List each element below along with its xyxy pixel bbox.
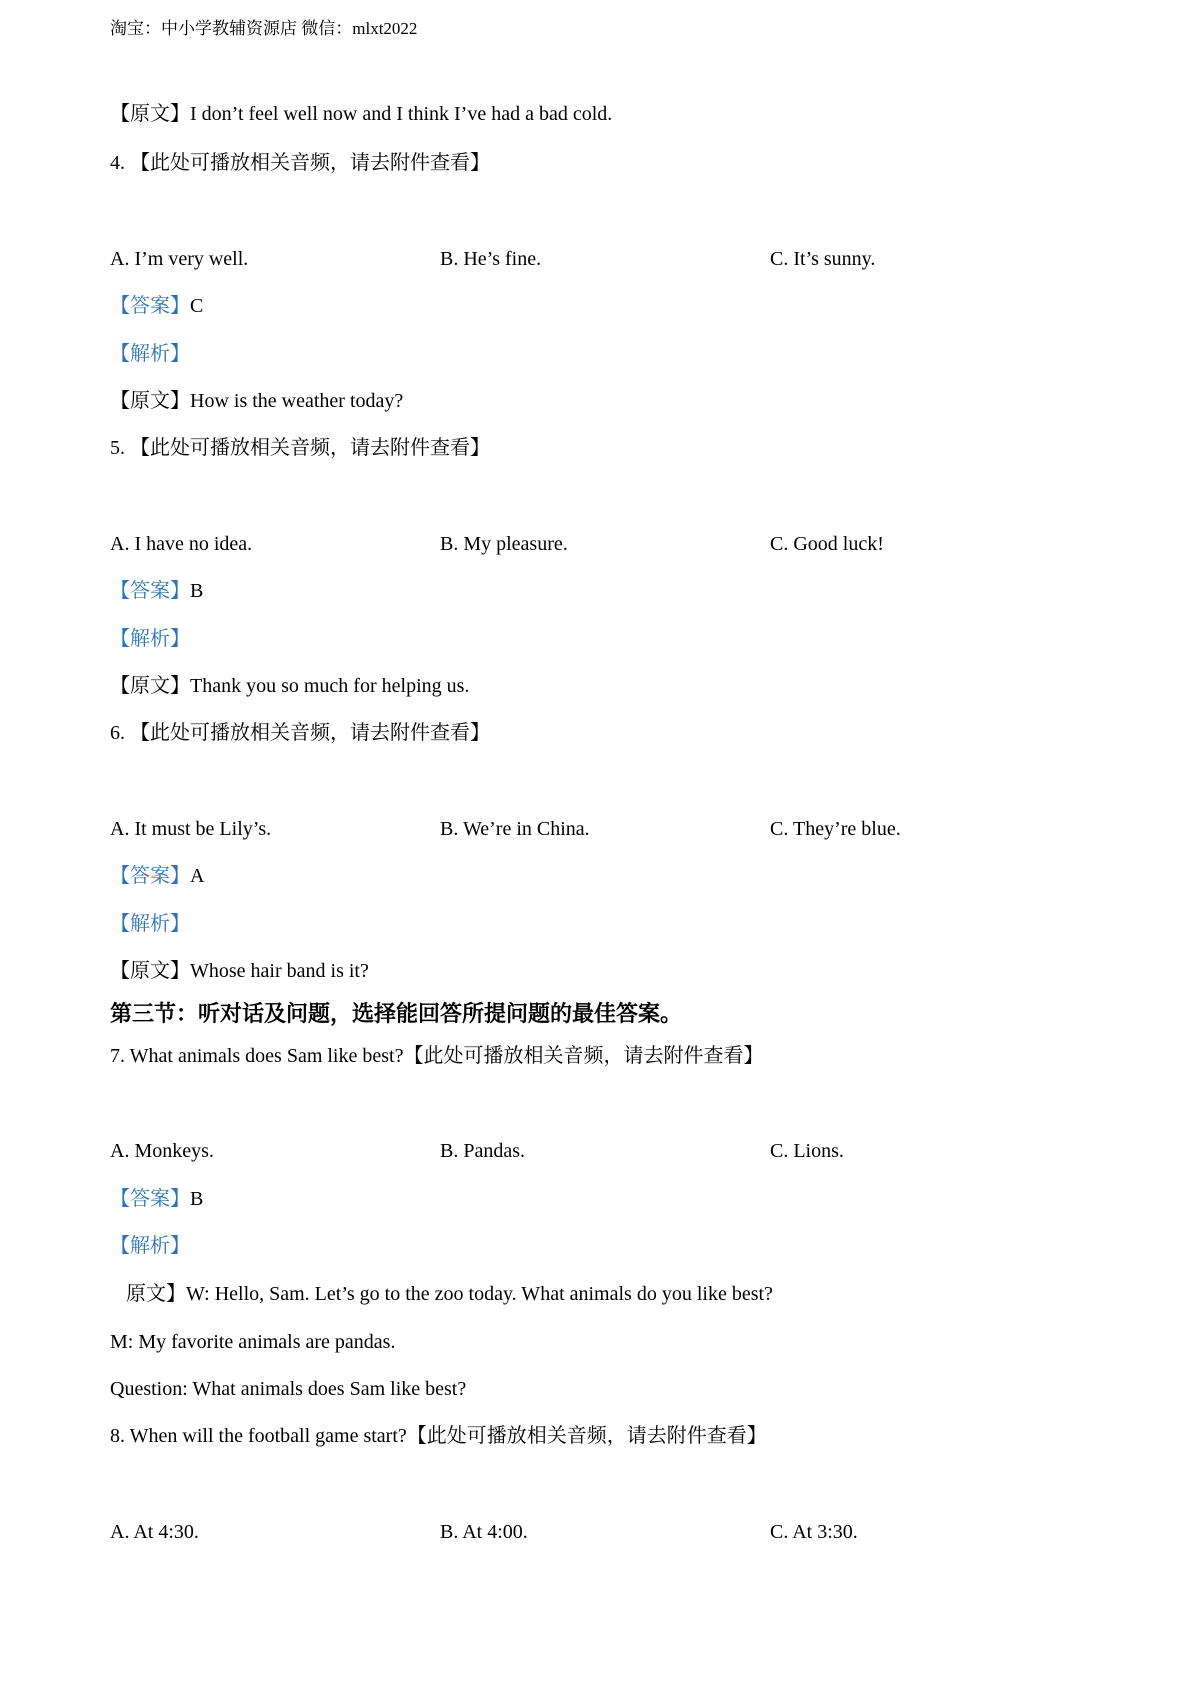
q8-title: 8. When will the football game start?【此处可播放相关音频，请去附件查看】 xyxy=(110,1425,767,1447)
q6-option-c: C. They’re blue. xyxy=(770,818,901,840)
q7-answer xyxy=(110,1185,203,1213)
answer-value: B xyxy=(190,1188,204,1210)
q7-option-a: A. Monkeys. xyxy=(110,1140,214,1162)
q7-original-line-3: Question: What animals does Sam like best? xyxy=(110,1378,467,1400)
answer-value: A xyxy=(190,865,205,887)
q7-title: 7. What animals does Sam like best?【此处可播放相关音频，请去附件查看】 xyxy=(110,1045,764,1067)
q7-original-line-1: 原文】W: Hello, Sam. Let’s go to the zoo today. What animals do you like best? xyxy=(126,1283,773,1305)
q6-title: 6. 【此处可播放相关音频，请去附件查看】 xyxy=(110,722,490,744)
q5-option-b: B. My pleasure. xyxy=(440,533,568,555)
q5-answer xyxy=(110,577,203,605)
top-original-text: 【原文】I don’t feel well now and I think I’ve had a bad cold. xyxy=(110,103,613,125)
answer-value: C xyxy=(190,295,204,317)
q4-analysis-label: 【解析】 xyxy=(110,343,190,365)
q7-option-c: C. Lions. xyxy=(770,1140,844,1162)
answer-value: B xyxy=(190,580,204,602)
q8-option-c: C. At 3:30. xyxy=(770,1521,858,1543)
header-watermark: 淘宝：中小学教辅资源店 微信：mlxt2022 xyxy=(110,19,418,38)
q4-title: 4. 【此处可播放相关音频，请去附件查看】 xyxy=(110,152,490,174)
q5-option-a: A. I have no idea. xyxy=(110,533,253,555)
q6-option-b: B. We’re in China. xyxy=(440,818,590,840)
q8-option-b: B. At 4:00. xyxy=(440,1521,528,1543)
q7-option-b: B. Pandas. xyxy=(440,1140,525,1162)
q7-original-line-2: M: My favorite animals are pandas. xyxy=(110,1331,396,1353)
answer-label: 【答案】 xyxy=(110,865,190,887)
q6-answer xyxy=(110,862,204,890)
q5-option-c: C. Good luck! xyxy=(770,533,884,555)
q4-original-text: 【原文】How is the weather today? xyxy=(110,390,404,412)
q4-option-c: C. It’s sunny. xyxy=(770,248,876,270)
q5-analysis-label: 【解析】 xyxy=(110,628,190,650)
answer-label: 【答案】 xyxy=(110,295,190,317)
q8-option-a: A. At 4:30. xyxy=(110,1521,199,1543)
q4-option-b: B. He’s fine. xyxy=(440,248,542,270)
q5-original-text: 【原文】Thank you so much for helping us. xyxy=(110,675,470,697)
section-3-heading: 第三节：听对话及问题，选择能回答所提问题的最佳答案。 xyxy=(110,1001,683,1026)
q4-option-a: A. I’m very well. xyxy=(110,248,249,270)
q6-analysis-label: 【解析】 xyxy=(110,913,190,935)
answer-label: 【答案】 xyxy=(110,1188,190,1210)
q4-answer xyxy=(110,292,203,320)
q6-option-a: A. It must be Lily’s. xyxy=(110,818,272,840)
q7-analysis-label: 【解析】 xyxy=(110,1235,190,1257)
q5-title: 5. 【此处可播放相关音频，请去附件查看】 xyxy=(110,437,490,459)
answer-label: 【答案】 xyxy=(110,580,190,602)
q6-original-text: 【原文】Whose hair band is it? xyxy=(110,960,369,982)
